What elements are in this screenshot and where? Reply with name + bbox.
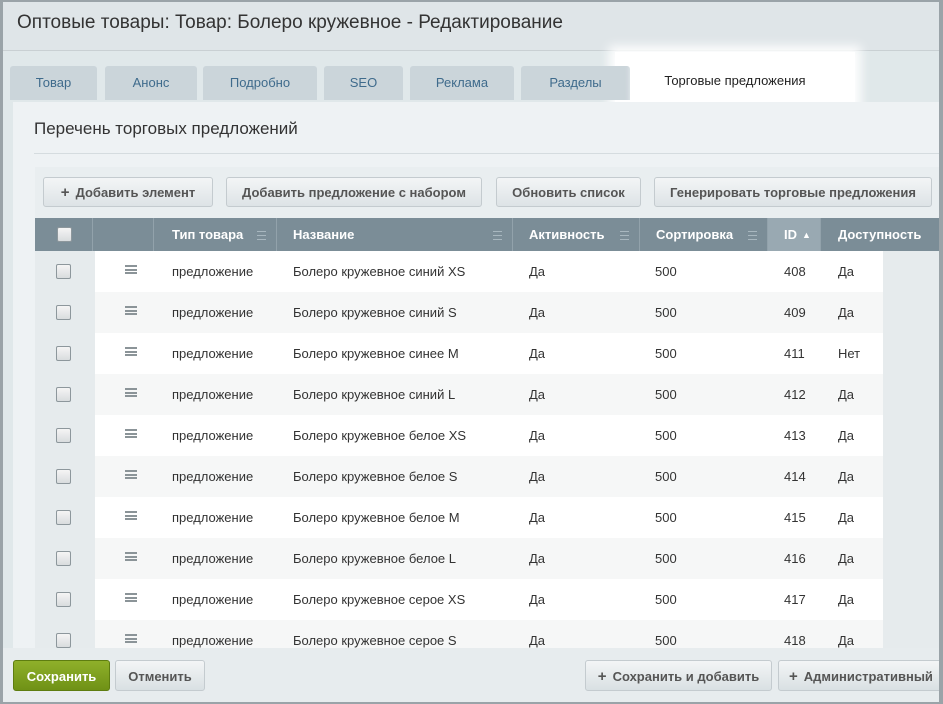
row-checkbox[interactable] <box>56 510 71 525</box>
cell-id: 411 <box>784 346 805 361</box>
cell-id: 414 <box>784 469 806 484</box>
cell-sort: 500 <box>655 428 677 443</box>
cell-availability: Нет <box>838 346 861 361</box>
tab-sections[interactable]: Разделы <box>521 66 630 100</box>
cell-sort: 500 <box>655 633 677 648</box>
row-menu-icon[interactable] <box>125 511 137 520</box>
plus-icon: + <box>789 668 798 685</box>
row-checkbox[interactable] <box>56 469 71 484</box>
cell-sort: 500 <box>655 305 677 320</box>
table-row[interactable] <box>35 456 939 497</box>
tab-ads[interactable]: Реклама <box>410 66 514 100</box>
cell-availability: Да <box>838 592 855 607</box>
column-menu-icon[interactable] <box>620 231 629 240</box>
row-menu-icon[interactable] <box>125 552 137 561</box>
cell-id: 416 <box>784 551 806 566</box>
section-title: Перечень торговых предложений <box>34 119 298 138</box>
header-sort[interactable] <box>640 218 768 251</box>
cell-name[interactable]: Болеро кружевное белое XS <box>293 428 467 443</box>
cell-name[interactable]: Болеро кружевное серое XS <box>293 592 466 607</box>
row-gutter <box>883 456 939 497</box>
cell-availability: Да <box>838 387 855 402</box>
header-actions-cell <box>93 218 154 251</box>
header-availability[interactable] <box>821 218 939 251</box>
row-menu-icon[interactable] <box>125 429 137 438</box>
save-and-add-button[interactable] <box>585 660 772 691</box>
cell-availability: Да <box>838 510 855 525</box>
row-gutter <box>883 497 939 538</box>
cell-active: Да <box>529 469 546 484</box>
cell-type: предложение <box>172 428 254 443</box>
row-menu-icon[interactable] <box>125 347 137 356</box>
table-row[interactable] <box>35 579 939 620</box>
row-gutter <box>883 251 939 292</box>
row-checkbox[interactable] <box>56 305 71 320</box>
cell-type: предложение <box>172 346 254 361</box>
cell-id: 413 <box>784 428 806 443</box>
generate-offers-button[interactable]: Генерировать торговые предложения <box>654 177 932 207</box>
row-menu-icon[interactable] <box>125 470 137 479</box>
column-menu-icon[interactable] <box>748 231 757 240</box>
cell-availability: Да <box>838 428 855 443</box>
table-header <box>35 218 939 251</box>
header-id[interactable] <box>768 218 821 251</box>
cell-sort: 500 <box>655 469 677 484</box>
row-menu-icon[interactable] <box>125 593 137 602</box>
row-menu-icon[interactable] <box>125 634 137 643</box>
cell-active: Да <box>529 633 546 648</box>
row-gutter <box>883 292 939 333</box>
offers-grid <box>35 167 939 648</box>
header-active-label: Активность <box>529 227 605 242</box>
header-active[interactable] <box>513 218 640 251</box>
footer-bar <box>3 648 939 702</box>
table-row[interactable] <box>35 292 939 333</box>
title-bar <box>3 2 939 51</box>
row-checkbox[interactable] <box>56 346 71 361</box>
cell-name[interactable]: Болеро кружевное синее M <box>293 346 459 361</box>
cell-id: 409 <box>784 305 806 320</box>
cell-active: Да <box>529 551 546 566</box>
cell-type: предложение <box>172 592 254 607</box>
row-checkbox[interactable] <box>56 387 71 402</box>
cell-name[interactable]: Болеро кружевное синий S <box>293 305 457 320</box>
section-divider <box>34 153 939 154</box>
tab-announce[interactable]: Анонс <box>105 66 197 100</box>
cell-type: предложение <box>172 551 254 566</box>
cell-id: 408 <box>784 264 806 279</box>
row-gutter <box>883 538 939 579</box>
cell-name[interactable]: Болеро кружевное белое L <box>293 551 456 566</box>
row-gutter <box>883 415 939 456</box>
tab-seo[interactable]: SEO <box>324 66 403 100</box>
header-select-all-cell <box>35 218 93 251</box>
header-type[interactable] <box>154 218 277 251</box>
add-element-label: Добавить элемент <box>75 185 196 200</box>
save-and-add-label: Сохранить и добавить <box>612 669 760 684</box>
cell-type: предложение <box>172 305 254 320</box>
table-row[interactable] <box>35 251 939 292</box>
row-gutter <box>883 620 939 648</box>
row-menu-icon[interactable] <box>125 306 137 315</box>
table-row[interactable] <box>35 374 939 415</box>
cell-availability: Да <box>838 305 855 320</box>
plus-icon: + <box>60 184 70 201</box>
cell-active: Да <box>529 592 546 607</box>
cell-active: Да <box>529 346 546 361</box>
row-gutter <box>883 374 939 415</box>
cell-id: 412 <box>784 387 806 402</box>
cell-type: предложение <box>172 264 254 279</box>
cell-name[interactable]: Болеро кружевное синий L <box>293 387 456 402</box>
table-row[interactable] <box>35 620 939 648</box>
cell-sort: 500 <box>655 510 677 525</box>
table-row[interactable] <box>35 333 939 374</box>
row-gutter <box>883 333 939 374</box>
cancel-button[interactable]: Отменить <box>115 660 205 691</box>
tab-bar <box>3 66 939 104</box>
cell-sort: 500 <box>655 387 677 402</box>
cell-sort: 500 <box>655 264 677 279</box>
header-name[interactable] <box>277 218 513 251</box>
cell-id: 417 <box>784 592 806 607</box>
column-menu-icon[interactable] <box>493 231 502 240</box>
header-sort-label: Сортировка <box>656 227 734 242</box>
cell-type: предложение <box>172 469 254 484</box>
cell-name[interactable]: Болеро кружевное синий XS <box>293 264 466 279</box>
cell-id: 418 <box>784 633 806 648</box>
add-offer-set-button[interactable]: Добавить предложение с набором <box>226 177 482 207</box>
cell-name[interactable]: Болеро кружевное белое S <box>293 469 458 484</box>
sort-ascending-icon: ▲ <box>802 230 811 240</box>
header-name-label: Название <box>293 227 355 242</box>
cell-active: Да <box>529 305 546 320</box>
cell-name[interactable]: Болеро кружевное серое S <box>293 633 457 648</box>
header-availability-label: Доступность <box>838 227 922 242</box>
row-checkbox[interactable] <box>56 264 71 279</box>
cell-id: 415 <box>784 510 806 525</box>
refresh-list-button[interactable]: Обновить список <box>496 177 641 207</box>
table-row[interactable] <box>35 415 939 456</box>
header-id-label: ID <box>784 227 797 242</box>
cell-availability: Да <box>838 633 855 648</box>
row-checkbox[interactable] <box>56 592 71 607</box>
header-type-label: Тип товара <box>172 227 244 242</box>
admin-label: Административный <box>803 669 933 684</box>
cell-type: предложение <box>172 633 254 648</box>
row-gutter <box>883 579 939 620</box>
row-checkbox[interactable] <box>56 428 71 443</box>
row-checkbox[interactable] <box>56 551 71 566</box>
save-button[interactable]: Сохранить <box>13 660 110 691</box>
cell-availability: Да <box>838 469 855 484</box>
cell-active: Да <box>529 510 546 525</box>
cell-active: Да <box>529 428 546 443</box>
row-menu-icon[interactable] <box>125 388 137 397</box>
tab-product[interactable]: Товар <box>10 66 97 100</box>
plus-icon: + <box>597 668 607 685</box>
row-checkbox[interactable] <box>56 633 71 648</box>
cell-type: предложение <box>172 387 254 402</box>
column-menu-icon[interactable] <box>257 231 266 240</box>
admin-button[interactable] <box>778 660 939 691</box>
cell-sort: 500 <box>655 346 677 361</box>
cell-active: Да <box>529 264 546 279</box>
cell-name[interactable]: Болеро кружевное белое M <box>293 510 460 525</box>
cell-sort: 500 <box>655 551 677 566</box>
cell-active: Да <box>529 387 546 402</box>
tab-trade-offers[interactable]: Торговые предложения <box>635 62 835 102</box>
cell-sort: 500 <box>655 592 677 607</box>
select-all-checkbox[interactable] <box>57 227 72 242</box>
cell-availability: Да <box>838 264 855 279</box>
tab-details[interactable]: Подробно <box>203 66 317 100</box>
table-row[interactable] <box>35 497 939 538</box>
page-title: Оптовые товары: Товар: Болеро кружевное - Редактирование <box>17 12 563 33</box>
table-row[interactable] <box>35 538 939 579</box>
row-menu-icon[interactable] <box>125 265 137 274</box>
editor-window <box>3 2 939 702</box>
add-element-button[interactable] <box>43 177 213 207</box>
cell-type: предложение <box>172 510 254 525</box>
cell-availability: Да <box>838 551 855 566</box>
